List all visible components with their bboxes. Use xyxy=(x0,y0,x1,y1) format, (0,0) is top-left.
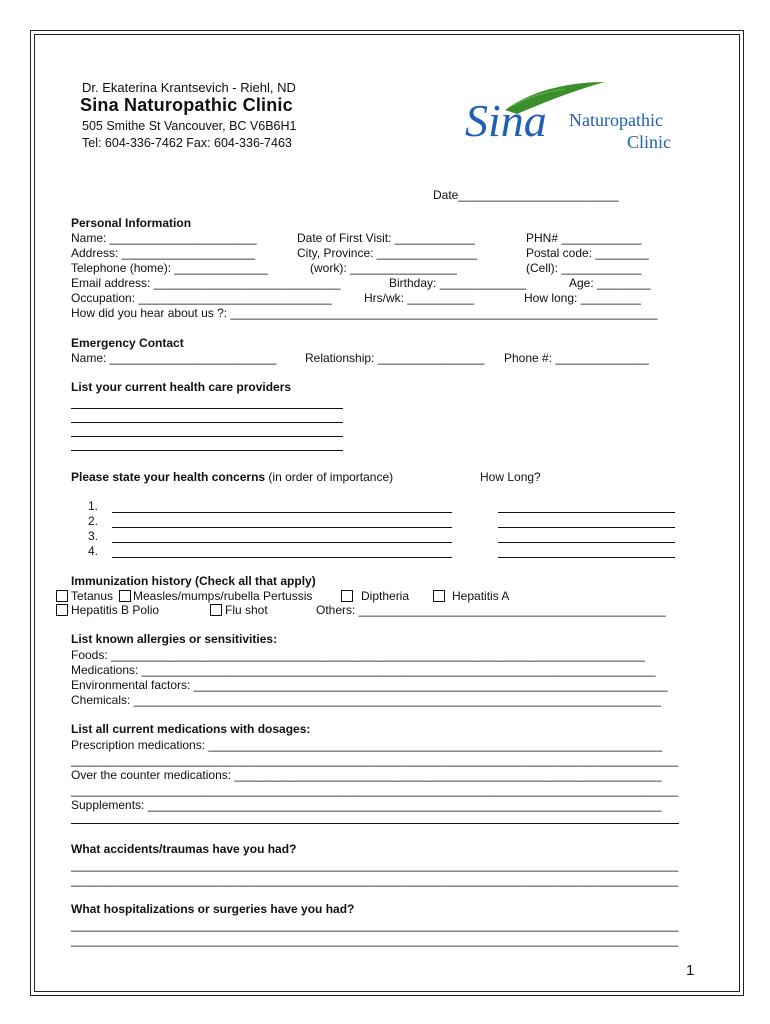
diptheria-label: Diptheria xyxy=(361,589,410,603)
how-long-field[interactable]: How long: _________ xyxy=(524,291,641,305)
otc-continued-field[interactable]: ___________________________________________________________________________________________ xyxy=(71,783,679,797)
immunization-heading: Immunization history (Check all that apply) xyxy=(71,574,316,588)
tetanus-checkbox[interactable] xyxy=(56,590,68,602)
clinic-logo xyxy=(465,80,685,160)
city-province-field[interactable]: City, Province: _______________ xyxy=(297,246,477,260)
hours-week-field[interactable]: Hrs/wk: __________ xyxy=(364,291,475,305)
concern-number: 3. xyxy=(88,529,99,543)
phn-field[interactable]: PHN# ____________ xyxy=(526,231,642,245)
birthday-field[interactable]: Birthday: _____________ xyxy=(389,276,527,290)
section-divider xyxy=(71,823,679,824)
emergency-heading: Emergency Contact xyxy=(71,336,184,350)
doctor-name: Dr. Ekaterina Krantsevich - Riehl, ND xyxy=(82,80,296,95)
otc-field[interactable]: Over the counter medications: ________________________________________________________________ xyxy=(71,768,662,782)
telephone-work-field[interactable]: (work): ________________ xyxy=(310,261,457,275)
emergency-phone-field[interactable]: Phone #: ______________ xyxy=(504,351,649,365)
concern-duration-line[interactable] xyxy=(498,512,675,513)
concern-line[interactable] xyxy=(112,512,452,513)
emergency-name-field[interactable]: Name: _________________________ xyxy=(71,351,277,365)
provider-line[interactable] xyxy=(71,436,343,437)
diptheria-checkbox[interactable] xyxy=(341,590,353,602)
supplements-field[interactable]: Supplements: _____________________________________________________________________________ xyxy=(71,798,662,812)
concern-duration-line[interactable] xyxy=(498,542,675,543)
accidents-heading: What accidents/traumas have you had? xyxy=(71,842,297,856)
address-field[interactable]: Address: ____________________ xyxy=(71,246,256,260)
tetanus-label: Tetanus xyxy=(71,589,114,603)
how-long-heading: How Long? xyxy=(480,470,541,484)
concern-line[interactable] xyxy=(112,542,452,543)
providers-heading: List your current health care providers xyxy=(71,380,292,394)
concern-number: 4. xyxy=(88,544,99,558)
medications-heading: List all current medications with dosages: xyxy=(71,722,311,736)
page-number: 1 xyxy=(686,962,695,979)
clinic-address: 505 Smithe St Vancouver, BC V6B6H1 xyxy=(82,119,297,133)
flu-shot-label: Flu shot xyxy=(225,603,268,617)
accidents-line[interactable]: ___________________________________________________________________________________________ xyxy=(71,873,679,887)
personal-info-heading: Personal Information xyxy=(71,216,192,230)
environmental-field[interactable]: Environmental factors: _______________________________________________________________________ xyxy=(71,678,668,692)
logo-naturopathic-text: Naturopathic xyxy=(569,110,663,130)
chemicals-field[interactable]: Chemicals: _______________________________________________________________________________ xyxy=(71,693,661,707)
logo-clinic-text: Clinic xyxy=(627,132,671,152)
concern-line[interactable] xyxy=(112,557,452,558)
concern-number: 2. xyxy=(88,514,99,528)
concern-line[interactable] xyxy=(112,527,452,528)
hepatitis-a-label: Hepatitis A xyxy=(452,589,510,603)
hepatitis-b-checkbox[interactable] xyxy=(56,604,68,616)
mmr-checkbox[interactable] xyxy=(119,590,131,602)
hospitalizations-heading: What hospitalizations or surgeries have you had? xyxy=(71,902,355,916)
prescription-field[interactable]: Prescription medications: ____________________________________________________________________ xyxy=(71,738,663,752)
prescription-continued-field[interactable]: ___________________________________________________________________________________________ xyxy=(71,753,679,767)
cell-field[interactable]: (Cell): ____________ xyxy=(526,261,642,275)
concern-duration-line[interactable] xyxy=(498,527,675,528)
medications-allergy-field[interactable]: Medications: _____________________________________________________________________________ xyxy=(71,663,656,677)
foods-field[interactable]: Foods: ________________________________________________________________________________ xyxy=(71,648,645,662)
first-visit-field[interactable]: Date of First Visit: ____________ xyxy=(297,231,475,245)
date-field[interactable]: Date________________________ xyxy=(433,188,619,202)
flu-shot-checkbox[interactable] xyxy=(210,604,222,616)
hospitalizations-line[interactable]: ___________________________________________________________________________________________ xyxy=(71,918,679,932)
mmr-label: Measles/mumps/rubella Pertussis xyxy=(133,589,313,603)
concerns-heading xyxy=(71,470,393,484)
others-field[interactable]: Others: ______________________________________________ xyxy=(316,603,666,617)
accidents-line[interactable]: ___________________________________________________________________________________________ xyxy=(71,858,679,872)
clinic-name: Sina Naturopathic Clinic xyxy=(80,95,293,115)
concerns-heading-note: (in order of importance) xyxy=(265,470,394,484)
email-field[interactable]: Email address: ____________________________ xyxy=(71,276,341,290)
hospitalizations-line[interactable]: ___________________________________________________________________________________________ xyxy=(71,933,679,947)
provider-line[interactable] xyxy=(71,450,343,451)
logo-sina-text: Sina xyxy=(465,95,547,146)
age-field[interactable]: Age: ________ xyxy=(569,276,651,290)
provider-line[interactable] xyxy=(71,408,343,409)
telephone-home-field[interactable]: Telephone (home): ______________ xyxy=(71,261,268,275)
emergency-relationship-field[interactable]: Relationship: ________________ xyxy=(305,351,485,365)
concern-duration-line[interactable] xyxy=(498,557,675,558)
hepatitis-b-label: Hepatitis B Polio xyxy=(71,603,160,617)
name-field[interactable]: Name: ______________________ xyxy=(71,231,257,245)
postal-code-field[interactable]: Postal code: ________ xyxy=(526,246,649,260)
occupation-field[interactable]: Occupation: _____________________________ xyxy=(71,291,332,305)
allergies-heading: List known allergies or sensitivities: xyxy=(71,632,278,646)
provider-line[interactable] xyxy=(71,422,343,423)
hepatitis-a-checkbox[interactable] xyxy=(433,590,445,602)
concerns-heading-bold: Please state your health concerns xyxy=(71,470,266,484)
concern-number: 1. xyxy=(88,499,99,513)
referral-field[interactable]: How did you hear about us ?: ________________________________________________________________ xyxy=(71,306,658,320)
clinic-phone: Tel: 604-336-7462 Fax: 604-336-7463 xyxy=(82,136,292,150)
